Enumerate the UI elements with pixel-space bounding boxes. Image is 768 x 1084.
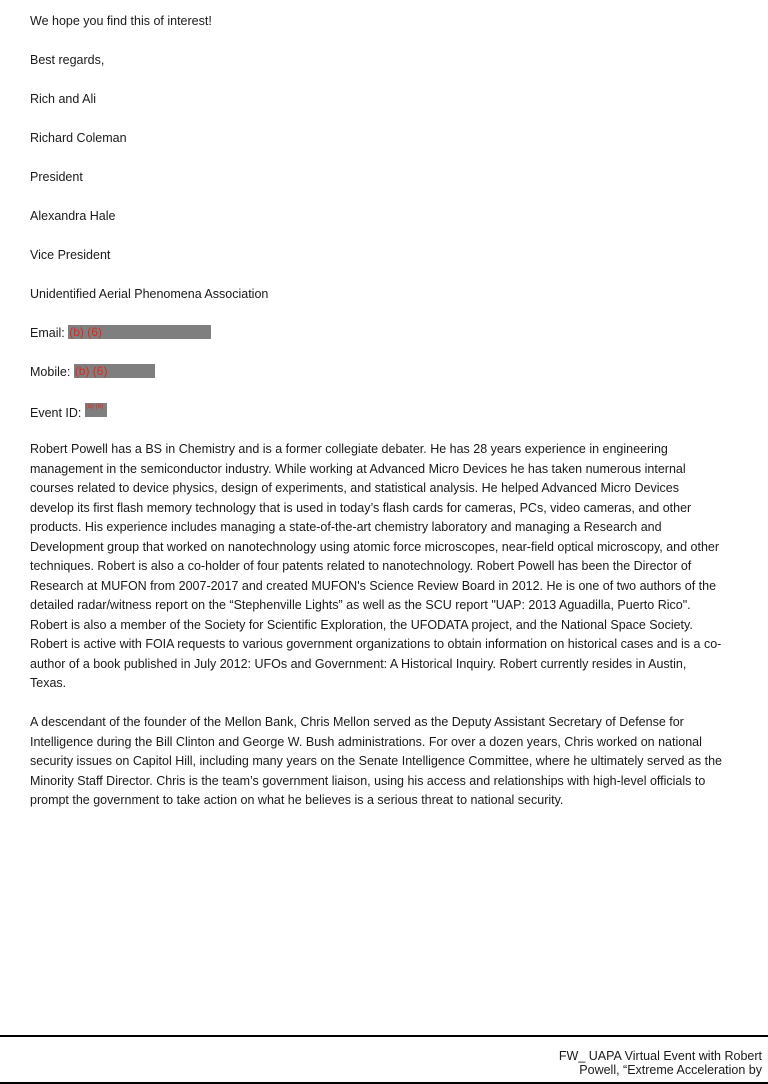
event-id-redaction: (b) (6) bbox=[85, 403, 107, 417]
signatory-2-name: Alexandra Hale bbox=[30, 209, 116, 223]
closing-names: Rich and Ali bbox=[30, 92, 97, 106]
event-id-line bbox=[30, 403, 107, 421]
email-label: Email: bbox=[30, 326, 65, 340]
email-redaction: (b) (6) bbox=[68, 325, 211, 339]
organization-name: Unidentified Aerial Phenomena Association bbox=[30, 287, 269, 301]
mobile-label: Mobile: bbox=[30, 365, 71, 379]
signatory-1-name: Richard Coleman bbox=[30, 131, 127, 145]
footer-title-line-2: Powell, “Extreme Acceleration by bbox=[579, 1063, 762, 1077]
event-id-label: Event ID: bbox=[30, 406, 82, 420]
footer-title bbox=[502, 1049, 762, 1077]
closing-regards: Best regards, bbox=[30, 53, 105, 67]
bio-chris-mellon: A descendant of the founder of the Mellon Bank, Chris Mellon served as the Deputy Assistant Secretary of Defense for Intelligence during the Bill Clinton and George W. Bush administrations. For over a dozen years, Chris worked on national security issues on Capitol Hill, including many years on the Senate Intelligence Committee, where he ultimately served as the Minority Staff Director. Chris is the team’s government liaison, using his access and relationships with high-level officials to prompt the government to take action on what he believes is a serious threat to national security. bbox=[30, 715, 723, 807]
mobile-redaction: (b) (6) bbox=[74, 364, 155, 378]
closing-hope-line: We hope you find this of interest! bbox=[30, 14, 212, 28]
footer-divider bbox=[0, 1035, 768, 1037]
bio-robert-powell: Robert Powell has a BS in Chemistry and is a former collegiate debater. He has 28 years experience in engineering management in the semiconductor industry. While working at Advanced Micro Devices he has taken numerous internal courses related to device physics, design of experiments, and statistical analysis. He helped Advanced Micro Devices develop its first flash memory technology that is used in today’s flash cards for cameras, PCs, video cameras, and other products. His experience includes managing a state-of-the-art chemistry laboratory and managing a Research and Development group that worked on nanotechnology using atomic force microscopes, near-field optical microscopy, and other techniques. Robert is also a co-holder of four patents related to nanotechnology. Robert Powell has been the Director of Research at MUFON from 2007-2017 and created MUFON's Science Review Board in 2012. He is one of two authors of the detailed radar/witness report on the “Stephenville Lights” as well as the SCU report "UAP: 2013 Aguadilla, Puerto Rico". Robert is also a member of the Society for Scientific Exploration, the UFODATA project, and the National Space Society. Robert is active with FOIA requests to various government organizations to obtain information on historical cases and is a co-author of a book published in July 2012: UFOs and Government: A Historical Inquiry. Robert currently resides in Austin, Texas. bbox=[30, 442, 722, 690]
footer-title-line-1: FW_ UAPA Virtual Event with Robert bbox=[558, 1049, 762, 1063]
signatory-1-title: President bbox=[30, 170, 83, 184]
email-line bbox=[30, 325, 211, 341]
signatory-2-title: Vice President bbox=[30, 248, 111, 262]
mobile-line bbox=[30, 364, 155, 380]
